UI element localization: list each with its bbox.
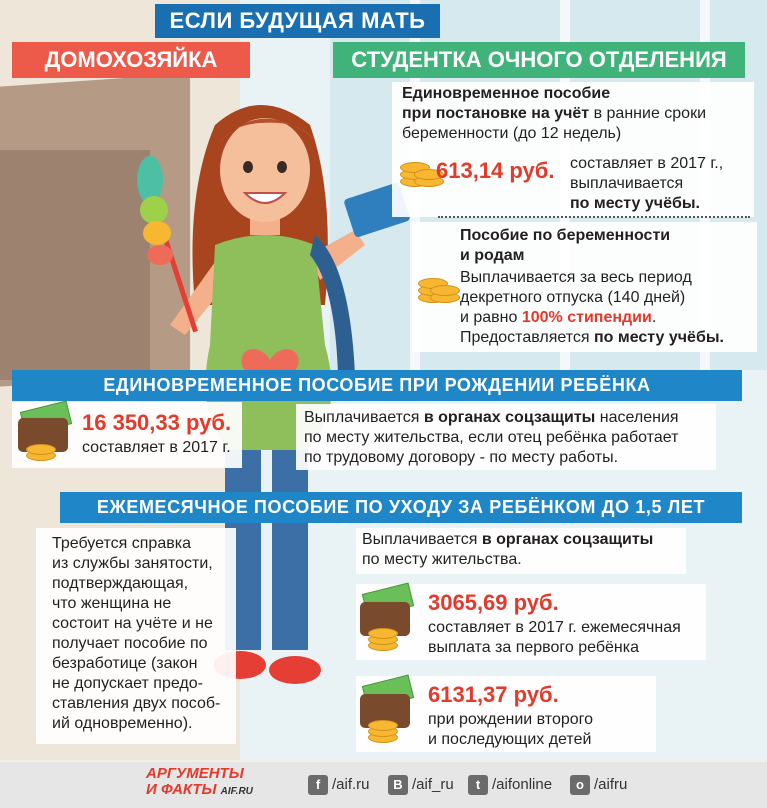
odnoklassniki-link[interactable]: /aifru [594, 776, 628, 793]
monthly-benefit-band: ЕЖЕМЕСЯЧНОЕ ПОСОБИЕ ПО УХОДУ ЗА РЕБЁНКОМ ДО 1,5 ЛЕТ [60, 492, 742, 523]
vk-link[interactable]: /aif_ru [412, 776, 454, 793]
divider [438, 216, 750, 218]
benefit-1-amount: 613,14 руб. [436, 158, 555, 183]
student-tag: СТУДЕНТКА ОЧНОГО ОТДЕЛЕНИЯ [333, 42, 745, 78]
birth-benefit-text-panel [296, 404, 716, 470]
first-child-line1: составляет в 2017 г. ежемесячная [428, 619, 681, 636]
monthly-where-line2: по месту жительства. [362, 551, 522, 568]
footer [0, 762, 767, 808]
benefit-1-desc-line2: выплачивается [570, 175, 684, 192]
logo-line1: АРГУМЕНТЫ [146, 765, 244, 782]
requirement-line: ий одновременно). [52, 715, 193, 732]
facebook-icon[interactable]: f [308, 775, 328, 795]
first-child-line2: выплата за первого ребёнка [428, 639, 639, 656]
birth-benefit-text-line3: по трудовому договору - по месту работы. [304, 449, 619, 466]
requirement-line: состоит на учёте и не [52, 615, 213, 632]
birth-benefit-text-line2: по месту жительства, если отец ребёнка работает [304, 429, 679, 446]
monthly-where-line1: Выплачивается в органах соцзащиты [362, 531, 654, 548]
requirement-panel [36, 528, 236, 744]
benefit-2-text-line1: Выплачивается за весь период [460, 269, 692, 286]
homemaker-tag: ДОМОХОЗЯЙКА [12, 42, 250, 78]
benefit-2-title-line2: и родам [460, 247, 525, 264]
aif-logo[interactable] [146, 766, 253, 800]
requirement-line: что женщина не [52, 595, 172, 612]
second-child-line2: и последующих детей [428, 731, 592, 748]
benefit-1-title-line1: Единовременное пособие [402, 85, 611, 102]
twitter-icon[interactable]: t [468, 775, 488, 795]
requirement-line: Требуется справка [52, 535, 191, 552]
student-benefit-2-panel [412, 222, 757, 352]
requirement-line: не допускает предо- [52, 675, 203, 692]
birth-benefit-amount-note: составляет в 2017 г. [82, 439, 231, 456]
benefit-1-title-line3: беременности (до 12 недель) [402, 125, 622, 142]
second-child-panel [356, 676, 656, 752]
second-child-amount: 6131,37 руб. [428, 682, 559, 707]
requirement-line: безработице (закон [52, 655, 198, 672]
birth-benefit-amount-panel [12, 402, 242, 468]
requirement-line: получает пособие по [52, 635, 208, 652]
facebook-link[interactable]: /aif.ru [332, 776, 370, 793]
page-title: ЕСЛИ БУДУЩАЯ МАТЬ [155, 4, 440, 38]
logo-line2: И ФАКТЫ AIF.RU [146, 781, 253, 798]
benefit-2-text-line2: декретного отпуска (140 дней) [460, 289, 686, 306]
first-child-panel [356, 584, 706, 660]
student-benefit-1-panel [392, 82, 754, 217]
requirement-line: из службы занятости, [52, 555, 213, 572]
second-child-line1: при рождении второго [428, 711, 594, 728]
benefit-2-title-line1: Пособие по беременности [460, 227, 671, 244]
vk-icon[interactable]: В [388, 775, 408, 795]
first-child-amount: 3065,69 руб. [428, 590, 559, 615]
benefit-1-desc-line1: составляет в 2017 г., [570, 155, 724, 172]
birth-benefit-band: ЕДИНОВРЕМЕННОЕ ПОСОБИЕ ПРИ РОЖДЕНИИ РЕБЁНКА [12, 370, 742, 401]
birth-benefit-amount: 16 350,33 руб. [82, 410, 232, 435]
odnoklassniki-icon[interactable]: о [570, 775, 590, 795]
benefit-2-text-line3: и равно 100% стипендии. [460, 309, 657, 326]
requirement-line: ставления двух пособ- [52, 695, 221, 712]
monthly-where-panel [356, 528, 686, 574]
birth-benefit-text-line1: Выплачивается в органах соцзащиты населения [304, 409, 679, 426]
benefit-2-text-line4: Предоставляется по месту учёбы. [460, 329, 724, 346]
twitter-link[interactable]: /aifonline [492, 776, 553, 793]
benefit-1-title-line2: при постановке на учёт в ранние сроки [402, 105, 707, 122]
benefit-1-desc-line3: по месту учёбы. [570, 195, 700, 212]
requirement-line: подтверждающая, [52, 575, 189, 592]
